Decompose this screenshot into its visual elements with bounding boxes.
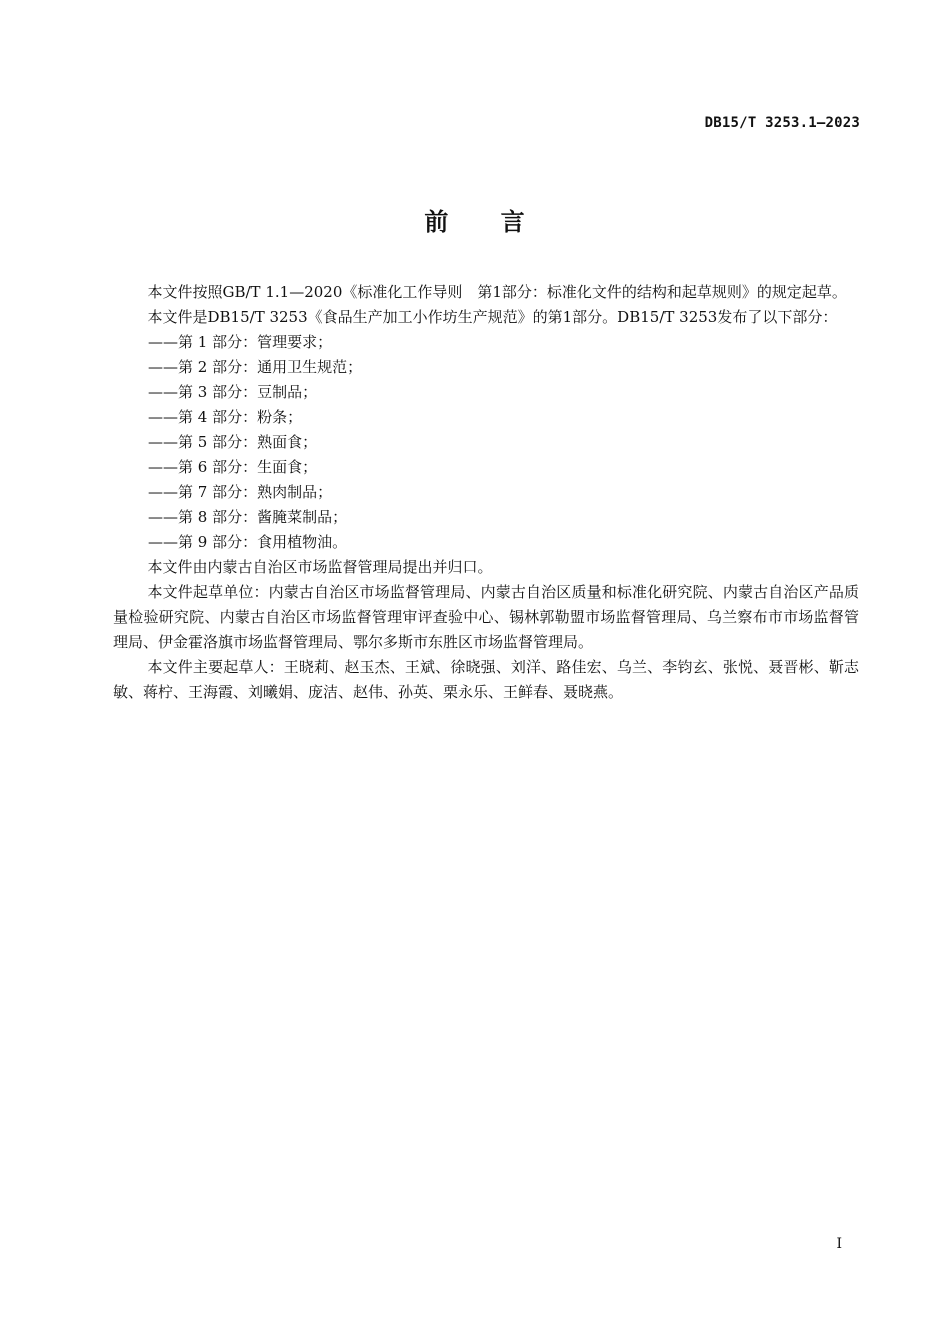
list-item: ——第 5 部分：熟面食； bbox=[148, 433, 318, 451]
list-item: ——第 2 部分：通用卫生规范； bbox=[148, 358, 363, 376]
paragraph-drafters: 本文件主要起草人：王晓莉、赵玉杰、王斌、徐晓强、刘洋、路佳宏、乌兰、李钧玄、张悦、聂晋彬、靳志敏、蒋柠、王海霞、刘曦娟、庞洁、赵伟、孙英、栗永乐、王鲜春、聂晓燕。 bbox=[113, 658, 859, 701]
paragraph-series-intro: 本文件是DB15/T 3253《食品生产加工小作坊生产规范》的第1部分。DB15/T 3253发布了以下部分： bbox=[147, 308, 838, 326]
list-item: ——第 4 部分：粉条； bbox=[148, 408, 303, 426]
document-body bbox=[113, 280, 859, 705]
paragraph-proposer: 本文件由内蒙古自治区市场监督管理局提出并归口。 bbox=[147, 558, 493, 576]
list-item: ——第 8 部分：酱腌菜制品； bbox=[148, 508, 348, 526]
paragraph-drafting-rules: 本文件按照GB/T 1.1—2020《标准化工作导则 第1部分：标准化文件的结构和起草规则》的规定起草。 bbox=[147, 283, 847, 301]
paragraph-drafting-units: 本文件起草单位：内蒙古自治区市场监督管理局、内蒙古自治区质量和标准化研究院、内蒙古自治区产品质量检验研究院、内蒙古自治区市场监督管理审评查验中心、锡林郭勒盟市场监督管理局、乌兰察布市市场监督管理局、伊金霍洛旗市场监督管理局、鄂尔多斯市东胜区市场监督管理局。 bbox=[113, 583, 859, 651]
document-code: DB15/T 3253.1—2023 bbox=[704, 115, 860, 131]
list-item: ——第 1 部分：管理要求； bbox=[148, 333, 333, 351]
list-item: ——第 3 部分：豆制品； bbox=[148, 383, 318, 401]
page-number: I bbox=[836, 1236, 842, 1252]
list-item: ——第 6 部分：生面食； bbox=[148, 458, 318, 476]
list-item: ——第 9 部分：食用植物油。 bbox=[148, 533, 348, 551]
page-title: 前 言 bbox=[424, 208, 526, 236]
list-item: ——第 7 部分：熟肉制品； bbox=[148, 483, 333, 501]
